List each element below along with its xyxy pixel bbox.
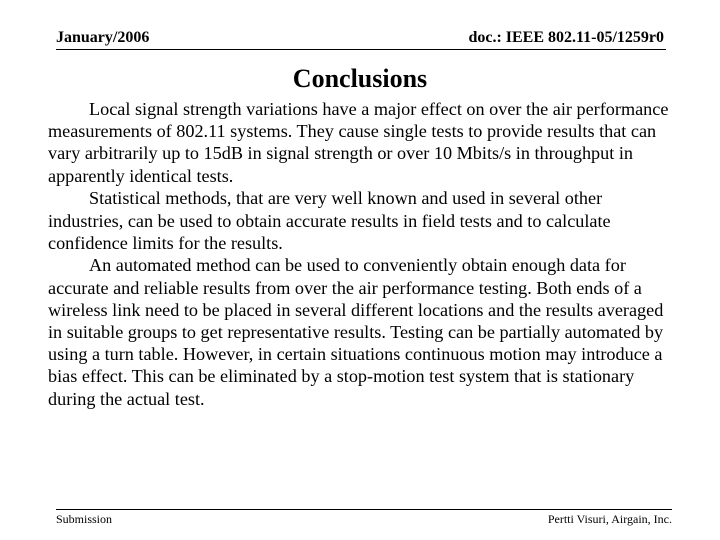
slide-body — [48, 98, 676, 410]
slide-title: Conclusions — [292, 64, 428, 93]
header-divider — [56, 49, 666, 50]
footer-author: Pertti Visuri, Airgain, Inc. — [547, 512, 672, 526]
footer-submission: Submission — [56, 512, 113, 526]
header-date: January/2006 — [56, 29, 150, 46]
footer-divider — [56, 509, 672, 510]
body-paragraph: Statistical methods, that are very well known and used in several other industries, can be used to obtain accurate results in field tests and to calculate confidence limits for the results. — [48, 188, 611, 253]
body-paragraph: Local signal strength variations have a major effect on over the air performance measurements of 802.11 systems. They cause single tests to provide results that can vary arbitrarily up to 15dB in signal strength or over 10 Mbits/s in throughput in apparently identical tests. — [48, 99, 669, 186]
body-paragraph: An automated method can be used to conveniently obtain enough data for accurate and reliable results from over the air performance testing. Both ends of a wireless link need to be placed in several different locations and the results averaged in suitable groups to get representative results. Testing can be partially automated by using a turn table. However, in certain situations continuous motion may introduce a bias effect. This can be eliminated by a stop-motion test system that is stationary during the actual test. — [48, 255, 664, 409]
header-doc-id: doc.: IEEE 802.11-05/1259r0 — [468, 29, 664, 46]
